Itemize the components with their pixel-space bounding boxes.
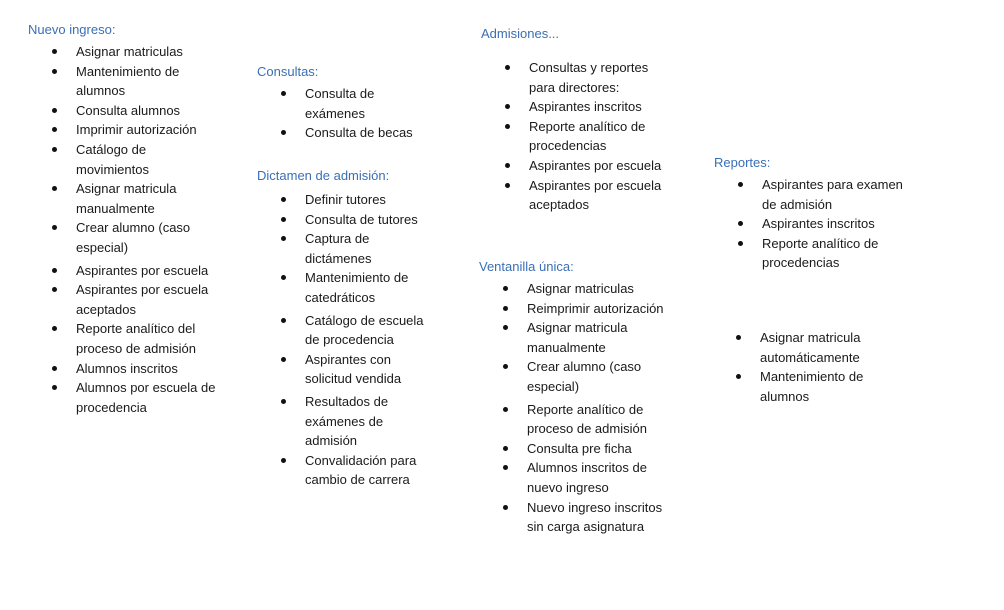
list-item: Reporte analítico de procedencias	[714, 234, 904, 273]
bullet-icon	[503, 505, 508, 510]
section-heading: Ventanilla única:	[479, 259, 574, 274]
bullet-icon	[52, 147, 57, 152]
list-item: Consulta de tutores	[257, 210, 427, 230]
section-heading: Admisiones...	[481, 26, 560, 41]
bullet-icon	[52, 127, 57, 132]
section-heading: Dictamen de admisión:	[257, 168, 390, 183]
section-extra	[712, 328, 892, 406]
list-item: Aspirantes con solicitud vendida	[257, 350, 427, 389]
list-item: Aspirantes inscritos	[714, 214, 904, 234]
bullet-icon	[52, 287, 57, 292]
list-item: Catálogo de movimientos	[28, 140, 218, 179]
bullet-icon	[505, 124, 510, 129]
bullet-icon	[281, 275, 286, 280]
list-item: Aspirantes para examen de admisión	[714, 175, 904, 214]
bullet-icon	[281, 458, 286, 463]
list-item: Reimprimir autorización	[479, 299, 664, 319]
bullet-icon	[281, 130, 286, 135]
bullet-icon	[52, 186, 57, 191]
bullet-icon	[505, 104, 510, 109]
section-admisiones	[481, 24, 666, 215]
list-item: Mantenimiento de catedráticos	[257, 268, 427, 307]
list-item: Aspirantes por escuela aceptados	[481, 176, 666, 215]
list-item: Consulta alumnos	[28, 101, 218, 121]
item-list	[714, 175, 904, 273]
list-item: Catálogo de escuela de procedencia	[257, 311, 427, 350]
list-item: Resultados de exámenes de admisión	[257, 392, 427, 451]
list-item: Aspirantes por escuela	[481, 156, 666, 176]
bullet-icon	[503, 446, 508, 451]
bullet-icon	[52, 268, 57, 273]
section-consultas	[257, 62, 422, 143]
item-list	[712, 328, 892, 406]
list-item: Aspirantes inscritos	[481, 97, 666, 117]
section-reportes	[714, 153, 904, 273]
list-item: Crear alumno (caso especial)	[28, 218, 218, 257]
list-item: Alumnos por escuela de procedencia	[28, 378, 218, 417]
bullet-icon	[281, 399, 286, 404]
bullet-icon	[281, 197, 286, 202]
bullet-icon	[52, 366, 57, 371]
bullet-icon	[52, 385, 57, 390]
bullet-icon	[52, 69, 57, 74]
bullet-icon	[503, 325, 508, 330]
bullet-icon	[503, 364, 508, 369]
bullet-icon	[738, 182, 743, 187]
list-item: Convalidación para cambio de carrera	[257, 451, 427, 490]
list-item: Reporte analítico del proceso de admisión	[28, 319, 218, 358]
list-item: Alumnos inscritos	[28, 359, 218, 379]
list-item: Aspirantes por escuela	[28, 261, 218, 281]
bullet-icon	[503, 306, 508, 311]
list-item: Asignar matriculas	[28, 42, 218, 62]
list-item: Asignar matricula automáticamente	[712, 328, 892, 367]
list-item: Consulta pre ficha	[479, 439, 664, 459]
bullet-icon	[503, 407, 508, 412]
list-item: Crear alumno (caso especial)	[479, 357, 664, 396]
section-heading: Consultas:	[257, 64, 319, 79]
list-item: Mantenimiento de alumnos	[28, 62, 218, 101]
list-item: Consulta de exámenes	[257, 84, 422, 123]
section-nuevo-ingreso	[28, 20, 218, 417]
section-heading: Reportes:	[714, 155, 771, 170]
item-list	[257, 190, 427, 490]
item-list	[479, 279, 664, 537]
section-heading: Nuevo ingreso:	[28, 22, 116, 37]
section-ventanilla-unica	[479, 257, 664, 537]
list-item: Imprimir autorización	[28, 120, 218, 140]
bullet-icon	[52, 225, 57, 230]
bullet-icon	[281, 217, 286, 222]
bullet-icon	[736, 335, 741, 340]
list-item: Consulta de becas	[257, 123, 422, 143]
bullet-icon	[281, 318, 286, 323]
section-dictamen-admision	[257, 166, 427, 490]
bullet-icon	[738, 221, 743, 226]
bullet-icon	[503, 465, 508, 470]
list-item: Reporte analítico de procedencias	[481, 117, 666, 156]
list-item: Nuevo ingreso inscritos sin carga asignatura	[479, 498, 664, 537]
bullet-icon	[738, 241, 743, 246]
bullet-icon	[505, 183, 510, 188]
list-item: Asignar matricula manualmente	[28, 179, 218, 218]
bullet-icon	[505, 163, 510, 168]
bullet-icon	[505, 65, 510, 70]
bullet-icon	[503, 286, 508, 291]
list-item: Aspirantes por escuela aceptados	[28, 280, 218, 319]
item-list	[257, 84, 422, 143]
list-item: Asignar matriculas	[479, 279, 664, 299]
bullet-icon	[52, 326, 57, 331]
bullet-icon	[281, 357, 286, 362]
list-item: Consultas y reportes para directores:	[481, 58, 666, 97]
bullet-icon	[52, 108, 57, 113]
list-item: Mantenimiento de alumnos	[712, 367, 892, 406]
bullet-icon	[736, 374, 741, 379]
item-list	[28, 42, 218, 417]
list-item: Alumnos inscritos de nuevo ingreso	[479, 458, 664, 497]
bullet-icon	[281, 236, 286, 241]
list-item: Definir tutores	[257, 190, 427, 210]
bullet-icon	[281, 91, 286, 96]
list-item: Captura de dictámenes	[257, 229, 427, 268]
list-item: Asignar matricula manualmente	[479, 318, 664, 357]
bullet-icon	[52, 49, 57, 54]
list-item: Reporte analítico de proceso de admisión	[479, 400, 664, 439]
item-list	[481, 58, 666, 215]
